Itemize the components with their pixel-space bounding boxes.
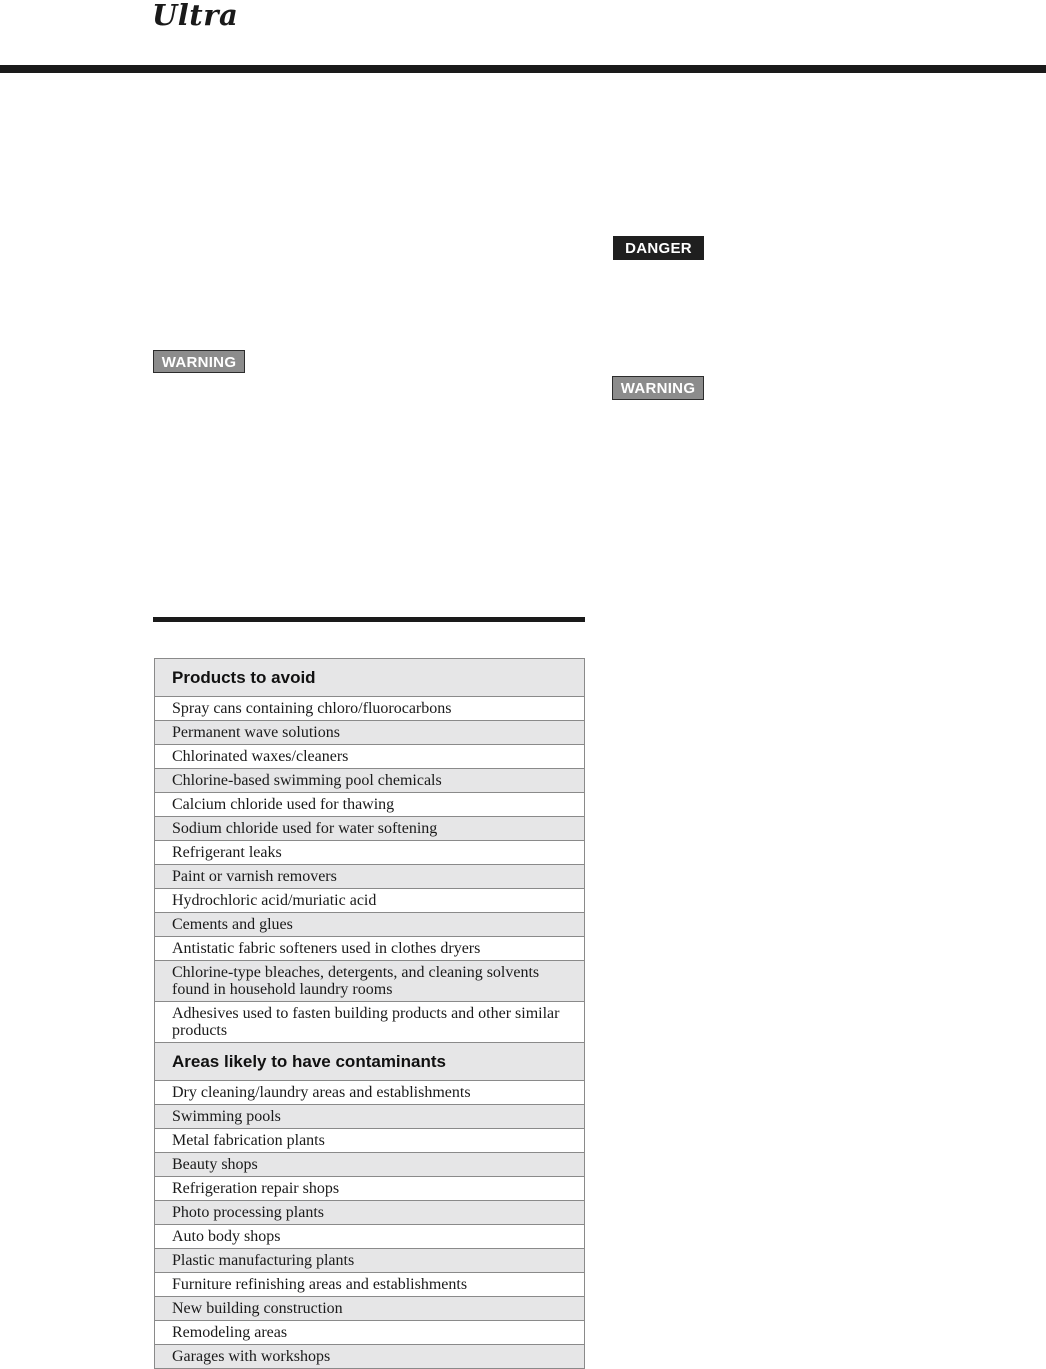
table-row: Adhesives used to fasten building products and other similar products [155,1002,585,1043]
danger-label: DANGER [613,236,704,260]
table-row: New building construction [155,1297,585,1321]
table-row: Chlorinated waxes/cleaners [155,745,585,769]
table-row: Garages with workshops [155,1345,585,1369]
warning-label: WARNING [153,350,245,373]
table-row: Remodeling areas [155,1321,585,1345]
table-row: Sodium chloride used for water softening [155,817,585,841]
table-row: Auto body shops [155,1225,585,1249]
contaminants-table [154,658,585,1369]
table-row: Hydrochloric acid/muriatic acid [155,889,585,913]
table-section-header: Areas likely to have contaminants [155,1043,585,1081]
table-row: Chlorine-based swimming pool chemicals [155,769,585,793]
table-row: Antistatic fabric softeners used in clothes dryers [155,937,585,961]
table-row: Furniture refinishing areas and establishments [155,1273,585,1297]
table-section-header: Products to avoid [155,659,585,697]
table-row: Dry cleaning/laundry areas and establishments [155,1081,585,1105]
table-row: Photo processing plants [155,1201,585,1225]
table-row: Calcium chloride used for thawing [155,793,585,817]
table-row: Metal fabrication plants [155,1129,585,1153]
table-row: Cements and glues [155,913,585,937]
table-row: Refrigerant leaks [155,841,585,865]
table-row: Plastic manufacturing plants [155,1249,585,1273]
table-row: Paint or varnish removers [155,865,585,889]
table-row: Chlorine-type bleaches, detergents, and cleaning solvents found in household laundry rooms [155,961,585,1002]
table-row: Swimming pools [155,1105,585,1129]
header-rule [0,65,1046,73]
section-divider [153,617,585,622]
table-row: Permanent wave solutions [155,721,585,745]
table-row: Refrigeration repair shops [155,1177,585,1201]
warning-label-right: WARNING [612,376,704,400]
table-row: Spray cans containing chloro/fluorocarbons [155,697,585,721]
table-row: Beauty shops [155,1153,585,1177]
brand-logo: Ultra [152,0,239,32]
